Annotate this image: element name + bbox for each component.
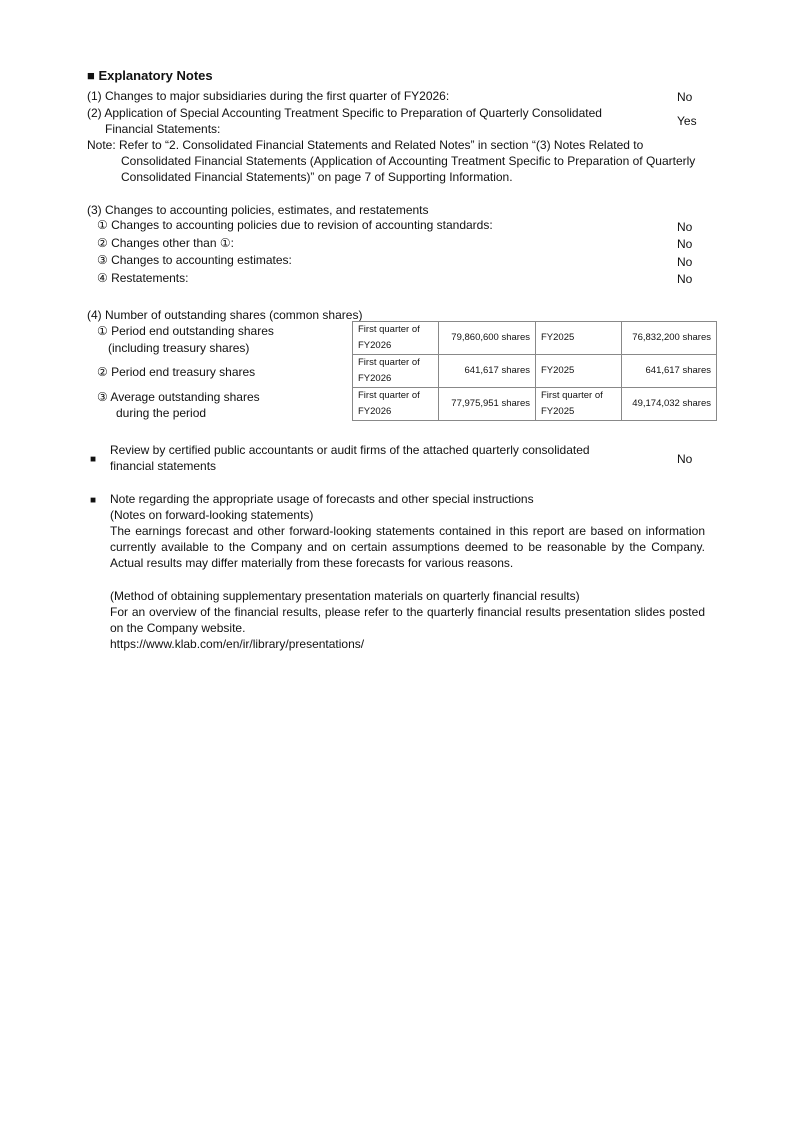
- item2-line1: (2) Application of Special Accounting Treatment Specific to Preparation of Quarterly Consolidated: [87, 106, 602, 120]
- item2-answer: Yes: [677, 114, 697, 128]
- shares-table: [352, 321, 717, 421]
- item1-label: (1) Changes to major subsidiaries during the first quarter of FY2026:: [87, 89, 450, 103]
- item3-row-answer: No: [677, 255, 693, 269]
- item3-row-answer: No: [677, 220, 693, 234]
- method-title: (Method of obtaining supplementary presentation materials on quarterly financial results): [110, 589, 580, 603]
- period-line: First quarter of: [358, 357, 420, 368]
- period-cell: [536, 388, 622, 421]
- review-answer: No: [677, 452, 693, 466]
- forecast-subtitle: (Notes on forward-looking statements): [110, 508, 314, 522]
- period-line: First quarter of: [358, 390, 420, 401]
- item1-answer: No: [677, 90, 693, 104]
- period-line: FY2025: [541, 332, 575, 343]
- item3-row-answer: No: [677, 237, 693, 251]
- item3-row-label: ② Changes other than ①:: [97, 236, 234, 250]
- item4-label-line1: ① Period end outstanding shares: [97, 324, 274, 338]
- period-cell: [353, 355, 439, 388]
- period-cell: [353, 388, 439, 421]
- period-cell: [536, 355, 622, 388]
- period-line: First quarter of: [358, 324, 420, 335]
- item4-label-line1: ③ Average outstanding shares: [97, 390, 260, 404]
- note-line3: Consolidated Financial Statements)” on page 7 of Supporting Information.: [121, 170, 513, 184]
- period-cell: [536, 322, 622, 355]
- item3-title: (3) Changes to accounting policies, estimates, and restatements: [87, 203, 429, 217]
- item3-row-answer: No: [677, 272, 693, 286]
- item4-label-line2: during the period: [116, 406, 207, 420]
- value-cell: 641,617 shares: [439, 355, 536, 388]
- value-cell: 641,617 shares: [622, 355, 717, 388]
- period-line: FY2026: [358, 373, 392, 384]
- review-line1: Review by certified public accountants or audit firms of the attached quarterly consolidated: [110, 443, 590, 457]
- review-line2: financial statements: [110, 459, 217, 473]
- value-cell: 77,975,951 shares: [439, 388, 536, 421]
- forecast-title: Note regarding the appropriate usage of forecasts and other special instructions: [110, 492, 534, 506]
- item3-row-label: ① Changes to accounting policies due to revision of accounting standards:: [97, 218, 493, 232]
- forecast-body: The earnings forecast and other forward-looking statements contained in this report are based on information currently available to the Company and on certain assumptions deemed to be reasonable by the Company. Actual results may differ materially from these forecasts for various reasons.: [110, 524, 705, 570]
- period-line: FY2026: [358, 406, 392, 417]
- period-cell: [353, 322, 439, 355]
- item3-row-label: ④ Restatements:: [97, 271, 189, 285]
- table-row: [353, 355, 717, 388]
- period-line: FY2025: [541, 365, 575, 376]
- table-row: [353, 322, 717, 355]
- period-line: First quarter of: [541, 390, 603, 401]
- period-line: FY2026: [358, 340, 392, 351]
- method-body: For an overview of the financial results, please refer to the quarterly financial results presentation slides posted on the Company website.: [110, 605, 705, 635]
- bullet-icon: ■: [90, 495, 97, 506]
- section-heading: ■ Explanatory Notes: [87, 68, 213, 83]
- note-line1: Note: Refer to “2. Consolidated Financial Statements and Related Notes” in section “(3) Notes Related to: [87, 138, 644, 152]
- item4-label-line2: (including treasury shares): [108, 341, 250, 355]
- item3-row-label: ③ Changes to accounting estimates:: [97, 253, 292, 267]
- table-row: [353, 388, 717, 421]
- item4-title: (4) Number of outstanding shares (common shares): [87, 308, 363, 322]
- bullet-icon: ■: [90, 454, 97, 465]
- period-line: FY2025: [541, 406, 575, 417]
- value-cell: 79,860,600 shares: [439, 322, 536, 355]
- item2-line2: Financial Statements:: [105, 122, 221, 136]
- presentation-link[interactable]: https://www.klab.com/en/ir/library/presentations/: [110, 637, 365, 651]
- value-cell: 76,832,200 shares: [622, 322, 717, 355]
- value-cell: 49,174,032 shares: [622, 388, 717, 421]
- note-line2: Consolidated Financial Statements (Application of Accounting Treatment Specific to Preparation of Quarterly: [121, 154, 696, 168]
- item4-label-line1: ② Period end treasury shares: [97, 365, 256, 379]
